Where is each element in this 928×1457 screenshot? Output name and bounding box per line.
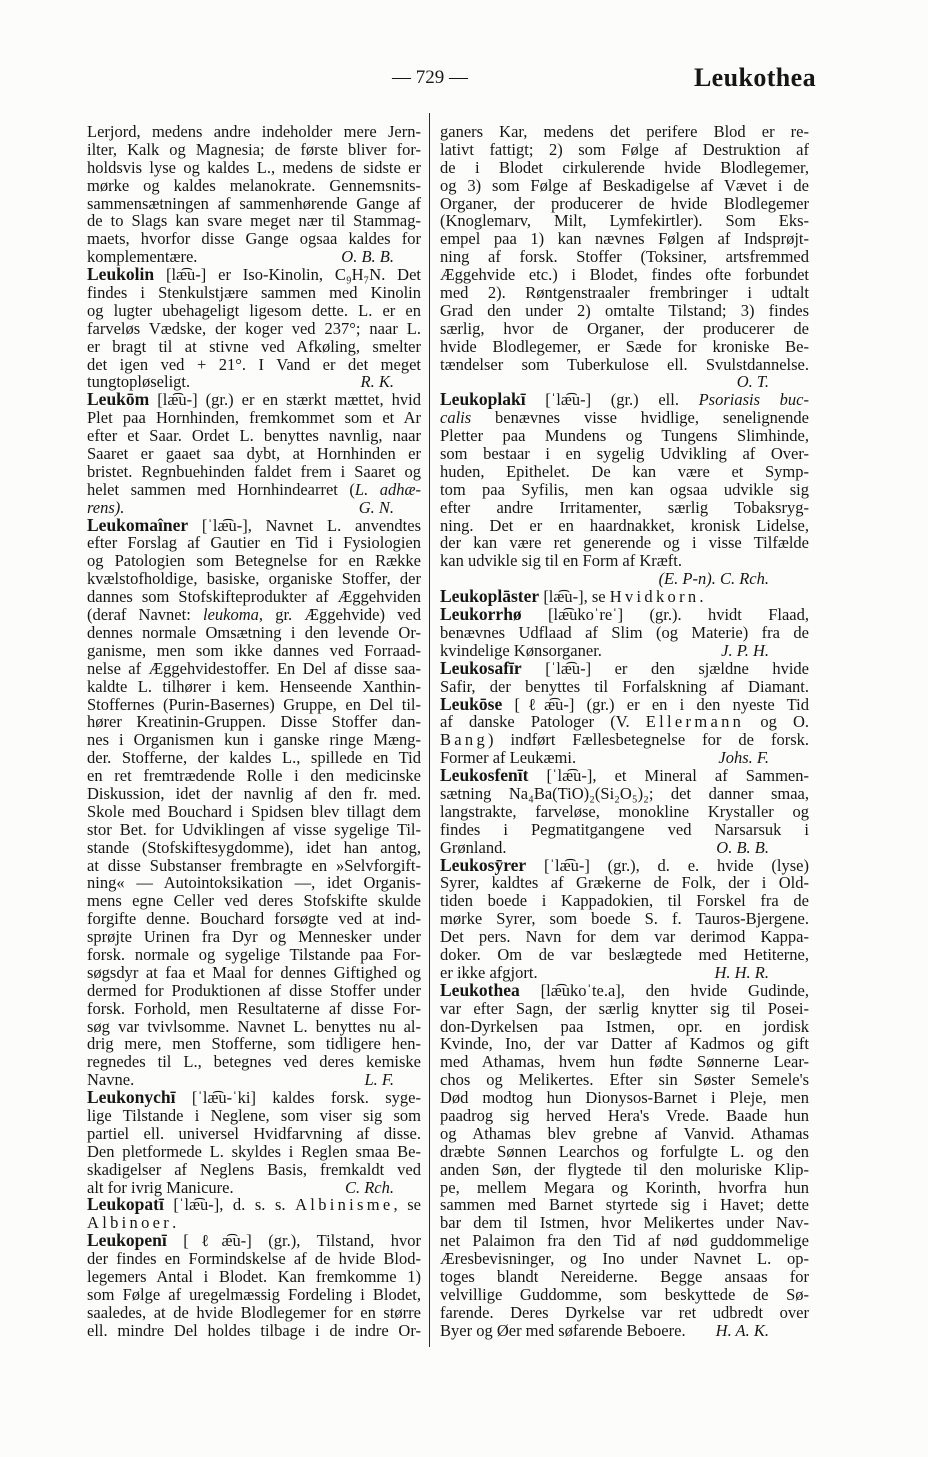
text-line: Pletter paa Mundens og Tungens Slimhinde, [440,426,809,446]
text-line: Saaret er gaaet saa dybt, at Hornhinden er [87,444,421,464]
text-line: kvælstofholdige, basiske, organiske Stoffer, der [87,569,421,589]
text-line: der findes en Formindskelse af de hvide Blod- [87,1249,421,1269]
text-segment: er ikke afgjort. [440,962,538,982]
text-line: som bestaar i en sygelig Udvikling af Over- [440,444,809,464]
text-line [440,767,809,785]
text-segment: tungtopløseligt. [87,372,191,392]
text-line: med 2). Røntgenstraaler frembringer i udtalt [440,283,809,303]
text-line [87,391,421,409]
text-line: ning af forsk. Stoffer (Toksiner, artsfremmed [440,247,809,267]
spaced-text: Albinoer [87,1213,173,1233]
text-segment: . [172,1213,177,1233]
text-line: benævnes Udflaad af Slim (og Materie) fra de [440,622,809,642]
text-line: tiden boede i Kappadokien, til Forskel fra de [440,891,809,911]
text-line: efter andre Irritamenter, særlig Tobaksryg- [440,497,809,517]
spaced-text: Ellermann [645,712,745,732]
text-line: de i Blodet cirkulerende hvide Blodlegemer, [440,157,809,177]
author-signature: Johs. F. [718,748,769,768]
text-line: regnedes til L., betegnes ved deres kemiske [87,1052,421,1072]
text-line: holdsvis lyse og kaldes L., medens de sidste er [87,157,421,177]
entry-headword: Leukoplakī [440,389,526,410]
text-segment: [læ͡u-], se [539,587,610,607]
entry-headword: Leukosfenīt [440,765,529,786]
text-line: kaldte L. tilhører i kem. Henseende Xanthin- [87,676,421,696]
line-text [440,712,809,731]
text-line: huden, Epithelet. De kan være et Symp- [440,461,809,481]
line-text [440,605,809,624]
text-line: doker. Om de var beslægtede med Hetiterne, [440,944,809,964]
text-line: efter et Saar. Ordet L. benyttes navnlig, naar [87,426,421,446]
text-line: Stoffernes (Purin-Basernes) Gruppe, en Del til- [87,694,421,714]
text-segment: helet sammen med Hornhindearret ( [87,479,355,499]
text-line: toges blandt Nereiderne. Begge ansaas for [440,1267,809,1286]
text-line: findes i Stenkulstjære sammen med Kinolin [87,283,421,303]
author-signature: (E. P-n). C. Rch. [658,569,769,589]
text-line: der kan være ret generende og i visse Tilfælde [440,533,809,553]
text-line [440,979,809,1000]
text-line: partiel ell. universel Hvidfarvning af disse. [87,1123,421,1143]
line-text [440,1322,686,1340]
text-line: mens egne Celler ved deres Stofskifte skulde [87,891,421,911]
text-line: sprøjte Urinen fra Dyr og Mennesker under [87,927,421,947]
text-line: tom paa Syfilis, men kan ogsaa udvikle sig [440,479,809,499]
entry-headword: Leukomaîner [87,514,189,535]
text-line: som Følge af uregelmæssig Fordeling i Blodet, [87,1284,421,1304]
author-signature: H. H. R. [714,962,769,982]
line-text [440,856,809,875]
text-line: søgsdyr at faa et Maal for dennes Giftighed og [87,962,421,982]
text-segment: [ˈlæ͡u-] er den sjældne hvide [521,658,809,678]
text-segment: [læ͡ukoˈreˈ] (gr.). hvidt Flaad, [521,605,809,625]
column-divider [429,113,430,1347]
text-line: Grad den under 2) omtalte Tilstand; 3) findes [440,300,809,320]
text-line: og Athamas blev grebne af Vanvid. Athamas [440,1123,809,1143]
text-line [440,1322,809,1340]
text-segment: , se [393,1195,421,1215]
italic-text: rens). [87,497,125,517]
text-line: net Palaimon fra den Tid af nød guddommelige [440,1231,809,1251]
text-line: langstrakte, farveløse, monokline Krystaller og [440,801,809,821]
text-segment: Former af Leukæmi. [440,748,577,768]
text-line: hvide Blodlegemer, er Sæde for kroniske Be- [440,336,809,356]
author-signature: O. B. B. [341,247,394,267]
text-line [87,1196,421,1214]
text-line [440,693,809,714]
text-line: en ret fremtrædende Rolle i den medicinske [87,766,421,786]
entry-headword: Leukolin [87,264,155,285]
line-text [440,659,809,678]
text-line: Æggehvide etc.) i Blodet, findes ofte forbundet [440,265,809,285]
text-line [87,514,421,535]
line-text [87,516,421,535]
text-segment: Navne. [87,1070,135,1090]
text-line: nelse af Æggehvidestoffer. En Del af disse saa- [87,658,421,678]
text-line: dræbte Sønnen Learchos og forfulgte L. og den [440,1141,809,1161]
line-text [440,730,809,749]
text-line: Plet paa Hornhinden, fremkommet som et Ar [87,408,421,428]
text-segment: (deraf Navnet: [87,605,203,625]
text-line: skadigelser af Neglens Basis, fremkaldt ved [87,1159,421,1179]
text-line: Kvinde, Ino, der var Datter af Kadmos og gift [440,1034,809,1054]
text-line: empel paa 1) kan nævnes Følgen af Indsprøjt- [440,229,809,249]
author-signature: O. B. B. [716,837,769,857]
text-line: sætning Na₄Ba(TiO)₂(Si₂O₅)₂; det danner smaa, [440,783,809,803]
text-line: Lerjord, medens andre indeholder mere Jern- [87,122,421,141]
text-line [87,1232,421,1250]
text-line: at disse Substanser frembragte en »Selvforgift- [87,855,421,875]
text-segment: [ˈlæ͡u-], Navnet L. anvendtes [188,515,421,535]
text-line: forgifte denne. Bouchard forsøgte ved at ind- [87,909,421,929]
text-line: Organer, der producerer de hvide Blodlegemer [440,193,809,213]
text-line [87,266,421,284]
text-segment: [læ͡u-] (gr.) er en stærkt mættet, hvid [149,390,421,410]
entry-headword: Leukonychī [87,1087,176,1108]
text-line: stande (Stofskiftesygdomme), idet han antog, [87,837,421,857]
text-line: Den pletformede L. skyldes i Reglen smaa Be- [87,1141,421,1161]
text-line: farveløs Vædske, der koger ved 237°; naar L. [87,318,421,338]
text-line: saaledes, at de hvide Blodlegemer for en større [87,1302,421,1322]
text-line: (Knoglemarv, Milt, Lymfekirtler). Som Eks- [440,211,809,231]
text-line: og Patologien som Betegnelse for en Række [87,551,421,571]
text-line: bar dem til Istmen, hvor Melikertes under Nav- [440,1213,809,1233]
italic-text: leukoma [202,605,259,625]
text-segment: [ˈlæ͡u-] (gr.) ell. [525,390,699,410]
text-line: drig mere, men Stofferne, som tidligere hen- [87,1034,421,1054]
text-line: forsk. Forhold, men Resultaterne af disse For- [87,998,421,1018]
text-segment: [ˈlæ͡u-ˈki] kaldes forsk. syge- [175,1088,421,1108]
text-line: var efter Sagn, der særlig knytter sig til Posei- [440,998,809,1018]
text-line: ell. mindre Del holdes tilbage i de indre Or- [87,1320,421,1340]
text-line: og lugter ubehageligt ligesom dette. L. er en [87,300,421,320]
entry-headword: Leukōse [440,693,503,714]
text-line: stor Bet. for Udviklingen af visse sygelige Til- [87,819,421,839]
line-text [87,1231,421,1250]
text-line: og 3) som Følge af Beskadigelse af Vævet i de [440,175,809,195]
text-line: Æresbevisninger, og Ino under Navnet L. op- [440,1249,809,1269]
text-line: ning« — Autointoksikation —, idet Organis- [87,873,421,893]
text-segment: komplementære. [87,247,198,267]
text-segment: alt for ivrig Manicure. [87,1177,234,1197]
entry-headword: Leukopenī [87,1230,167,1251]
left-column [87,123,421,1340]
text-line: velvillige Guddomme, som beskyttede de Sø- [440,1284,809,1304]
text-line: nes i Organismen kun i ganske ringe Mæng- [87,730,421,750]
text-segment: benævnes visse hvidlige, senelignende [471,408,809,428]
text-segment: [ℓæ͡u-] (gr.) er en i den nyeste Tid [502,694,809,714]
text-line [87,606,421,624]
text-line: lativt fattigt; 2) som Følge af Destruktion af [440,139,809,159]
text-segment: , gr. Æggehvide) ved [258,605,421,625]
text-line: mørke Syrer, som boede S. f. Tauros-Bjergene. [440,909,809,929]
text-segment: kvindelige Kønsorganer. [440,640,602,660]
italic-text: L. adhæ- [354,479,421,499]
text-line: sammensætningen af sammenhørende Gange af [87,193,421,213]
text-line: søg var tvivlsomme. Navnet L. benyttes nu al- [87,1016,421,1036]
text-line: farende. Deres Dyrkelse var ret udbredt over [440,1302,809,1322]
line-text [440,981,809,1000]
spaced-text: Bang [440,730,489,750]
entry-headword: Leukothea [440,979,520,1000]
text-line: ganisme, men som ikke dannes ved Forraad- [87,640,421,660]
text-line [440,552,809,570]
text-segment: og O. [744,712,810,732]
text-line: forsk. normale og sygelige Tilstande paa For- [87,944,421,964]
running-head: Leukothea [693,63,816,92]
text-line: legemers Antal i Blodet. Kan fremkomme 1) [87,1267,421,1286]
text-line: særlig, hvor de Organer, der producerer de [440,318,809,338]
text-line: bristet. Regnbuehinden faldet frem i Saaret og [87,461,421,481]
entry-headword: Leukopatī [87,1194,164,1215]
author-signature: G. N. [358,497,394,517]
text-segment: [ˈlæ͡u-] (gr.), d. e. hvide (lyse) [526,855,809,875]
text-line [440,713,809,731]
italic-text: Psoriasis buc- [698,390,809,410]
entry-headword: Leukorrhø [440,604,522,625]
text-segment: kan udvikle sig til en Form af Kræft. [440,551,682,571]
text-line: anden Søn, der flygtede til den moluriske Klip- [440,1159,809,1179]
text-line [440,657,809,678]
text-segment: af danske Patologer (V. [440,712,646,732]
text-line: pe, mellem Megara og Korinth, hvorfra hun [440,1177,809,1197]
text-line: chos og Melikertes. Efter sin Søster Semele's [440,1070,809,1090]
spaced-text: Hvidkorn [609,587,700,607]
text-line: Skole med Bouchard i Spidsen blev tillagt dem [87,801,421,821]
text-line: Diskussion, idet der navnlig af den fr. med. [87,783,421,803]
text-line: dannes som Stofskifteprodukter af Æggehviden [87,587,421,607]
text-line: efter Forslag af Gautier en Tid i Fysiologien [87,533,421,553]
text-line [87,481,421,499]
line-text [87,480,421,499]
text-line: ganers Kar, medens det perifere Blod er re- [440,122,809,141]
text-line: der. Stofferne, der kaldes L., spillede en Tid [87,748,421,768]
text-line: med Athamas, hvem hun fødte Sønnerne Lear- [440,1052,809,1072]
author-signature: J. P. H. [721,640,769,660]
text-line [87,1089,421,1107]
text-line: Safir, der benyttes til Forfalskning af Diamant. [440,676,809,696]
line-text [440,766,809,785]
text-segment: [læ͡ukoˈte.a], den hvide Gudinde, [519,980,809,1000]
line-text [87,605,421,624]
line-text [440,551,682,570]
entry-headword: Leukosafīr [440,657,522,678]
text-line: dermed for Produktionen af disse Stoffer under [87,980,421,1000]
text-line [440,606,809,624]
text-line: Død modtog hun Dionysos-Barnet i Pleje, men [440,1088,809,1108]
text-line: sammen med Barnet styrtede sig i Havet; dette [440,1195,809,1215]
author-signature: R. K. [360,372,394,392]
author-signature: O. T. [736,372,769,392]
text-line: er bragt til at stivne ved Afkøling, smelter [87,336,421,356]
italic-text: calis [440,408,472,428]
text-line: ning. Det er en haardnakket, kronisk Lidelse, [440,515,809,535]
text-segment: . [699,587,704,607]
text-line: paadrog sig herved Hera's Vrede. Baade hun [440,1105,809,1125]
page-number: — 729 — [392,67,468,88]
text-line: findes i Pegmatitgangene ved Narsarsuk i [440,819,809,839]
text-line: ilter, Kalk og Magnesia; de første bliver for- [87,139,421,159]
text-segment: Byer og Øer med søfarende Beboere. [440,1320,686,1340]
text-line: lige Tilstande i Neglene, som viser sig som [87,1105,421,1125]
text-line: tændelser som Tuberkulose ell. Svulstdannelse. [440,354,809,374]
spaced-text: Albinisme [295,1195,394,1215]
text-line: de to Slags kan svare meget nær til Stammag- [87,211,421,231]
text-segment: Grønland. [440,837,507,857]
line-text [87,265,421,284]
entry-headword: Leukōm [87,389,150,410]
text-segment: [ˈlæ͡u-], d. s. s. [163,1195,296,1215]
right-column [440,123,809,1340]
line-text [87,390,421,409]
author-signature: C. Rch. [344,1177,394,1197]
line-text [440,408,809,427]
text-line: dennes normale Omsætning i den levende Or- [87,622,421,642]
text-line [440,854,809,875]
text-line [440,731,809,749]
text-segment: [læ͡u-] er Iso-Kinolin, C₉H₇N. Det [154,265,421,285]
line-text [440,695,809,714]
text-line [440,409,809,427]
text-line: mørke og kaldes melanokrate. Gennemsnits- [87,175,421,195]
text-line: maets, hvorfor disse Gange ogsaa kaldes for [87,229,421,249]
line-text [440,390,809,409]
text-segment: [ℓæ͡u-] (gr.), Tilstand, hvor [166,1231,421,1251]
author-signature: L. F. [364,1070,394,1090]
text-line: Syrer, kaldtes af Grækerne de Folk, der i Old- [440,873,809,893]
text-line: don-Dyrkelsen paa Istmen, opr. en jordisk [440,1016,809,1036]
text-line: hører Kreatinin-Gruppen. Disse Stoffer dan- [87,712,421,732]
text-segment: ) indført Fællesbetegnelse for de forsk. [488,730,809,750]
entry-headword: Leukoplāster [440,586,540,607]
author-signature: H. A. K. [715,1320,769,1340]
text-line [440,391,809,409]
line-text [87,1195,421,1214]
text-line: det igen ved + 21°. I Vand er det meget [87,354,421,374]
text-line: Det pers. Navn for dem var derimod Kappa- [440,927,809,947]
text-segment: [ˈlæ͡u-], et Mineral af Sammen- [528,766,809,786]
entry-headword: Leukosȳrer [440,854,527,875]
line-text [87,1088,421,1107]
